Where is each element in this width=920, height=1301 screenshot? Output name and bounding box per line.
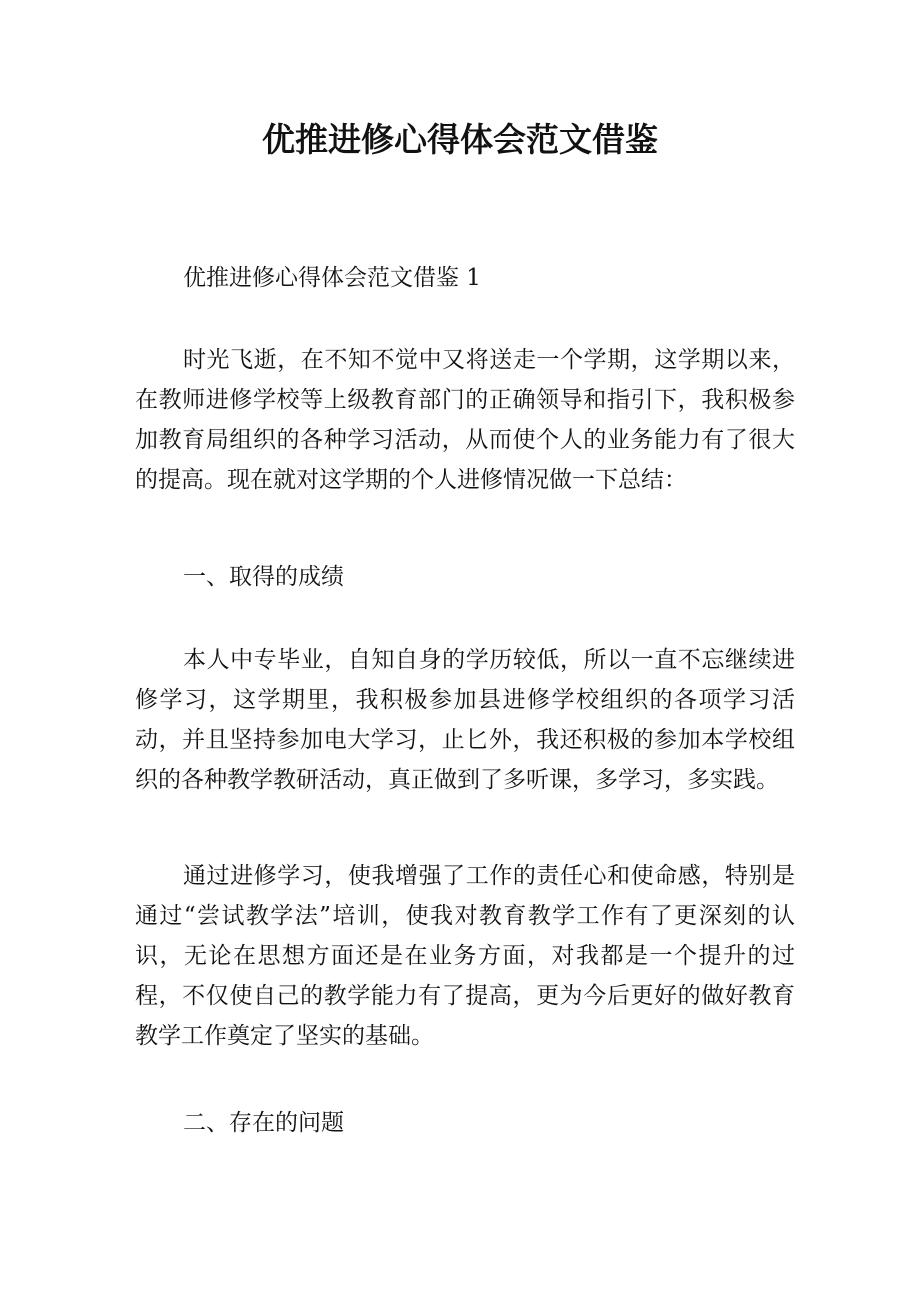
document-title: 优推进修心得体会范文借鉴 [262,120,658,159]
section-heading-achievements: 一、取得的成绩 [183,564,344,590]
paragraph-achievements: 本人中专毕业，自知自身的学历较低，所以一直不忘继续进修学习，这学期里，我积极参加县进修学校组织的各项学习活动，并且坚持参加电大学习，止匕外，我还积极的参加本学校组织的各种教学教研活动，真正做到了多听课，多学习，多实践。 [135,647,795,793]
section-heading-problems: 二、存在的问题 [183,1110,344,1136]
paragraph-reflection: 通过进修学习，使我增强了工作的责任心和使命感，特别是通过“尝试教学法”培训，使我对教育教学工作有了更深刻的认识，无论在思想方面还是在业务方面，对我都是一个提升的过程，不仅使自己的教学能力有了提高，更为今后更好的做好教育教学工作奠定了坚实的基础。 [135,863,795,1049]
document-subtitle: 优推进修心得体会范文借鉴 1 [183,265,481,291]
paragraph-intro: 时光飞逝，在不知不觉中又将送走一个学期，这学期以来，在教师进修学校等上级教育部门的正确领导和指引下，我积极参加教育局组织的各种学习活动，从而使个人的业务能力有了很大的提高。现在就对这学期的个人进修情况做一下总结： [135,347,795,493]
